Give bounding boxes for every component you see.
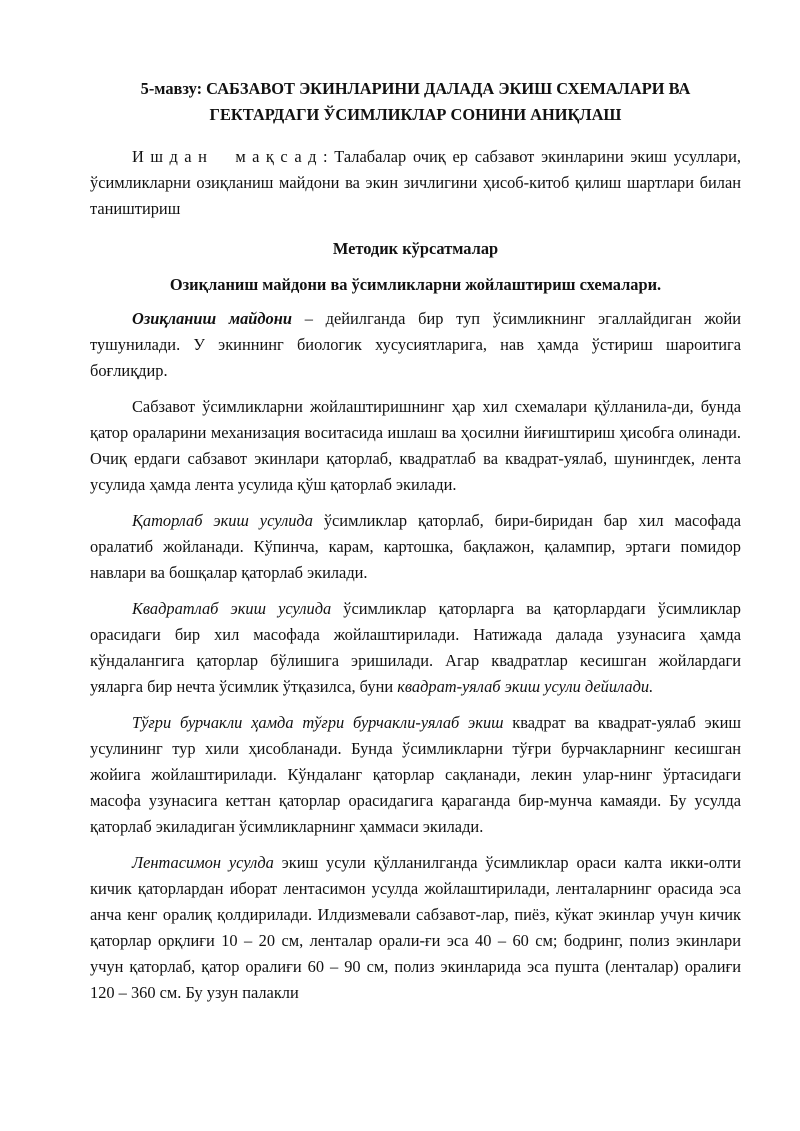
term-rectangular-planting: Тўғри бурчакли ҳамда тўғри бурчакли-уялаб экиш (132, 713, 504, 732)
term-feeding-area: Озиқланиш майдони (132, 309, 292, 328)
title-line-2: ГЕКТАРДАГИ ЎСИМЛИКЛАР СОНИНИ АНИҚЛАШ (209, 105, 622, 124)
paragraph-ribbon-planting: Лентасимон усулда экиш усули қўлланилганда ўсимликлар ораси калта икки-олти кичик қаторлардан иборат лентасимон усулда жойлаштирилади, ленталарнинг орасида эса анча кенг оралиқ қолдирилади. Илдизмевали сабзавот-лар, пиёз, кўкат экинлар учун кичик қаторлар орқлиғи 10 – 20 см, ленталар орали-ғи эса 40 – 60 см; бодринг, полиз экинлари учун қаторлаб, қатор оралиғи 60 – 90 см, полиз экинларида эса пушта (ленталар) оралиғи 120 – 360 см. Бу узун палакли (90, 853, 741, 1002)
paragraph-feeding-area: Озиқланиш майдони – дейилганда бир туп ўсимликнинг эгаллайдиган жойи тушунилади. У экиннинг биологик хусусиятларига, нав ҳамда ўстириш шароитига боғлиқдир. (90, 309, 741, 380)
term-square-nest-planting: квадрат-уялаб экиш усули дейилади. (397, 677, 654, 696)
title-line-1: 5-мавзу: САБЗАВОТ ЭКИНЛАРИНИ ДАЛАДА ЭКИШ СХЕМАЛАРИ ВА (140, 79, 691, 98)
term-square-planting: Квадратлаб экиш усулида (132, 599, 332, 618)
goal-label-word-1: Ишдан (132, 147, 214, 166)
document-page (90, 72, 741, 1006)
paragraph-planting-schemes: Сабзавот ўсимликларни жойлаштиришнинг ҳар хил схемалари қўлланила-ди, бунда қатор ораларини механизация воситасида ишлаш ва ҳосилни йиғиштириш ҳисобга олинади. Очиқ ердаги сабзавот экинлари қаторлаб, квадратлаб ва квадрат-уялаб, шунингдек, лента усулида ҳамда лента усулида қўш қаторлаб экилади. (90, 397, 741, 494)
document-title (90, 76, 741, 128)
goal-text: : Талабалар очиқ ер сабзавот экинларини экиш усуллари, ўсимликларни озиқланиш майдони ва экин зичлигини ҳисоб-китоб қилиш шартлари билан таништириш (90, 147, 741, 218)
term-row-planting: Қаторлаб экиш усулида (132, 511, 313, 530)
paragraph-rectangular-planting: Тўғри бурчакли ҳамда тўғри бурчакли-уялаб экиш квадрат ва квадрат-уялаб экиш усулининг тур хили ҳисобланади. Бунда ўсимликларни тўғри бурчакларнинг кесишган жойига жойлаштирилади. Кўндаланг қаторлар сақланади, лекин улар-нинг ўртасидаги масофа узунасига кеттан қаторлар орасидагига қараганда бир-мунча камаяди. Бу усулда қаторлаб экиладиган ўсимликларнинг ҳаммаси экилади. (90, 713, 741, 836)
term-ribbon-planting: Лентасимон усулда (132, 853, 274, 872)
goal-paragraph (90, 144, 741, 222)
paragraph-row-planting: Қаторлаб экиш усулида ўсимликлар қаторлаб, бири-биридан бар хил масофада оралатиб жойланади. Кўпинча, карам, картошка, бақлажон, қалампир, эртаги помидор навлари ва бошқалар қаторлаб экилади. (90, 511, 741, 582)
section-heading-feeding-area: Озиқланиш майдони ва ўсимликларни жойлаштириш схемалари. (169, 275, 662, 294)
title-prefix: 5-мавзу: (140, 79, 203, 98)
goal-label-word-2: мақсад (235, 147, 323, 166)
section-heading-methodical: Методик кўрсатмалар (332, 239, 499, 258)
paragraph-square-planting: Квадратлаб экиш усулида ўсимликлар қаторларга ва қаторлардаги ўсимликлар орасидаги бир хил масофада жойлаштирилади. Натижада далада узунасига ҳамда кўндалангига қаторлар бўлишига эришилади. Агар квадратлар кесишган жойлардаги уяларга бир нечта ўсимлик ўтқазилса, буни квадрат-уялаб экиш усули дейилади. (90, 599, 741, 696)
